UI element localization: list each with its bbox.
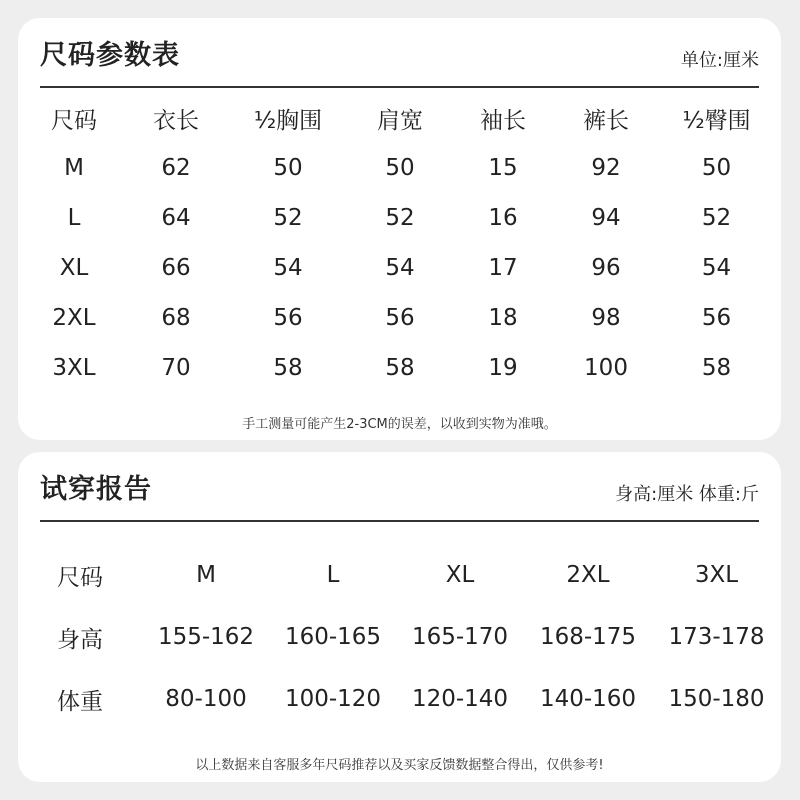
table-cell: 2XL (566, 562, 610, 588)
table-cell: 16 (488, 205, 518, 231)
size-chart-card (18, 18, 781, 440)
table-cell: 150-180 (668, 686, 765, 712)
table-cell: 50 (701, 155, 732, 181)
table-cell: 92 (591, 155, 621, 181)
table-cell: 140-160 (539, 686, 637, 712)
table-cell: 56 (701, 305, 732, 331)
fit-report-header (40, 452, 759, 522)
table-cell: XL (59, 255, 89, 281)
table-cell: 66 (161, 255, 191, 281)
table-cell: M (64, 155, 84, 181)
table-cell: 2XL (52, 305, 96, 331)
table-row (18, 143, 781, 193)
table-row (18, 293, 781, 343)
table-cell: XL (445, 562, 475, 588)
table-cell: 3XL (52, 355, 96, 381)
fit-report-unit: 身高:厘米 体重:斤 (615, 484, 759, 505)
table-cell: 56 (273, 305, 303, 331)
table-cell: 165-170 (411, 624, 509, 650)
table-cell: 15 (488, 155, 518, 181)
table-cell: 54 (273, 255, 303, 281)
table-cell: 173-178 (668, 624, 765, 650)
table-header-cell: 尺码 (51, 107, 97, 134)
table-cell: 身高 (57, 626, 103, 653)
size-chart-title: 尺码参数表 (40, 40, 180, 71)
table-cell: 19 (488, 355, 518, 381)
table-cell: L (326, 562, 340, 588)
size-chart-unit: 单位:厘米 (680, 50, 759, 71)
table-cell: 体重 (57, 688, 103, 715)
table-cell: 58 (273, 355, 303, 381)
table-cell: 62 (161, 155, 191, 181)
table-cell: 3XL (694, 562, 739, 588)
table-header-cell: 衣长 (153, 107, 199, 134)
table-row (18, 193, 781, 243)
table-cell: 168-175 (539, 624, 637, 650)
table-cell: 50 (273, 155, 303, 181)
table-cell: 54 (385, 255, 415, 281)
table-header-cell: 肩宽 (377, 107, 423, 134)
fit-report-card (18, 452, 781, 782)
table-cell: 58 (701, 355, 732, 381)
fit-report-note: 以上数据来自客服多年尺码推荐以及买家反馈数据整合得出，仅供参考! (195, 758, 604, 773)
table-cell: 50 (385, 155, 415, 181)
table-cell: 120-140 (411, 686, 509, 712)
table-cell: 70 (161, 355, 191, 381)
table-row (18, 343, 781, 393)
table-cell: 尺码 (57, 564, 103, 591)
table-row (18, 243, 781, 293)
table-cell: 18 (488, 305, 518, 331)
table-cell: 54 (701, 255, 732, 281)
table-header-cell: 袖长 (480, 107, 526, 134)
table-header-cell: ½臀围 (682, 107, 751, 134)
size-chart-note: 手工测量可能产生2-3CM的误差，以收到实物为准哦。 (242, 417, 557, 432)
table-cell: 98 (591, 305, 621, 331)
table-header-row (18, 93, 781, 143)
table-cell: 17 (488, 255, 518, 281)
table-cell: 155-162 (157, 624, 255, 650)
table-cell: 52 (701, 205, 732, 231)
table-cell: 80-100 (165, 686, 247, 712)
table-cell: 64 (161, 205, 191, 231)
fit-report-table (18, 544, 781, 730)
table-cell: M (196, 562, 216, 588)
table-cell: 100-120 (284, 686, 382, 712)
table-cell: 160-165 (284, 624, 382, 650)
table-cell: 58 (385, 355, 415, 381)
table-header-cell: 裤长 (583, 107, 629, 134)
table-cell: 56 (385, 305, 415, 331)
table-cell: 52 (273, 205, 303, 231)
table-header-cell: ½胸围 (253, 107, 323, 134)
fit-report-title: 试穿报告 (40, 474, 152, 505)
size-chart-header (40, 18, 759, 88)
table-cell: 94 (591, 205, 621, 231)
table-row (18, 668, 781, 730)
size-chart-table (18, 93, 781, 393)
table-cell: 68 (161, 305, 191, 331)
table-cell: 52 (385, 205, 415, 231)
table-cell: L (67, 205, 81, 231)
table-row (18, 544, 781, 606)
table-cell: 96 (591, 255, 621, 281)
table-row (18, 606, 781, 668)
table-cell: 100 (584, 355, 628, 381)
